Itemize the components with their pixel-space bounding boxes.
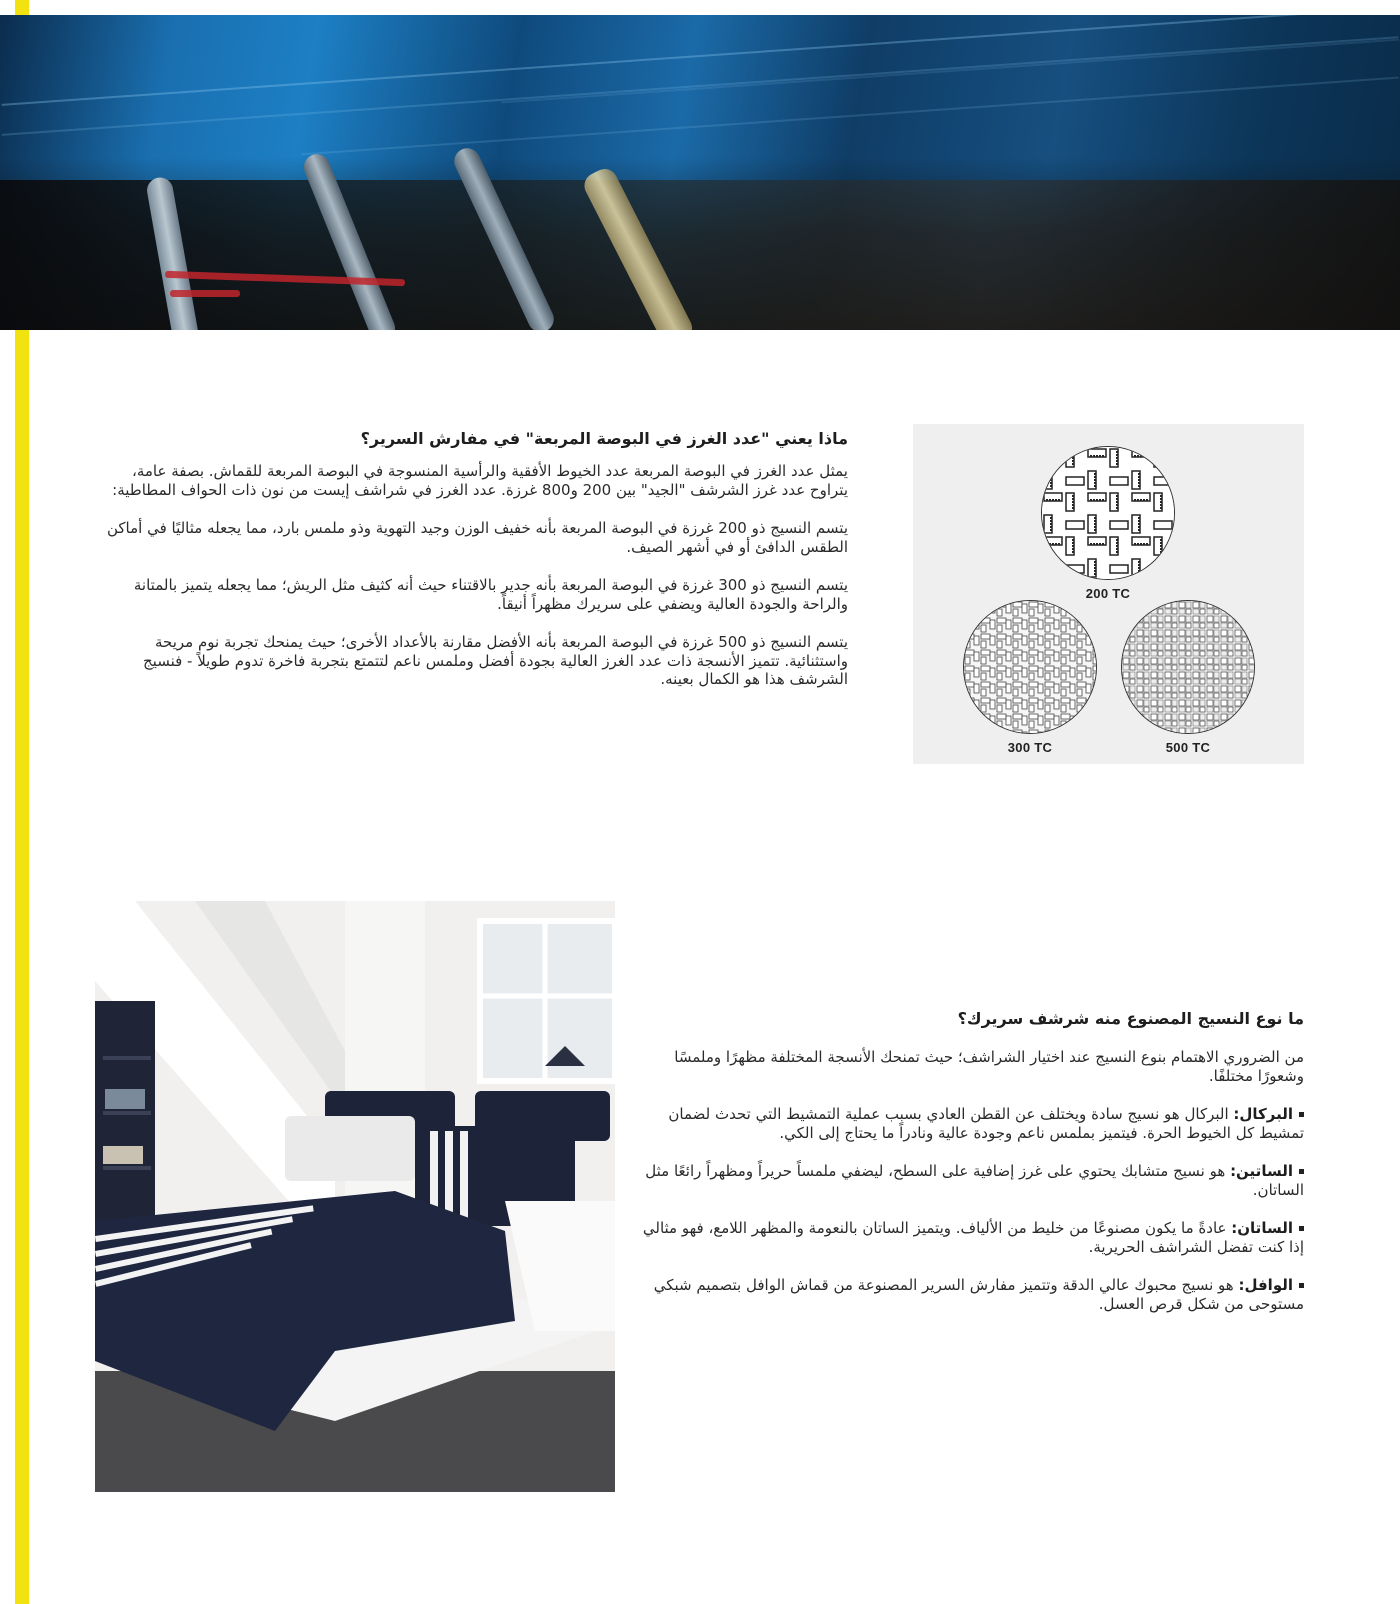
bullet-term: الوافل: [1238,1276,1293,1294]
bullet-satin [640,1219,1304,1256]
bullet-percale [640,1105,1304,1142]
bullet-text: هو نسيج محبوك عالي الدقة وتتميز مفارش السرير المصنوعة من قماش الوافل بتصميم شبكي مستوحى من شكل قرص العسل. [653,1276,1304,1313]
tc-500-item [1121,600,1255,755]
square-bullet-icon [1299,1283,1304,1288]
hero-loom-image [0,15,1400,330]
section-heading-fabric-type: ما نوع النسيج المصنوع منه شرشف سريرك؟ [957,1009,1304,1028]
fabric-type-section [640,1008,1304,1333]
weave-500tc-icon [1121,600,1255,734]
bullet-text: هو نسيج متشابك يحتوي على غرز إضافية على السطح، ليضفي ملمساً حريراً ومظهراً رائعًا مثل الساتان. [645,1162,1304,1199]
section-heading-thread-count: ماذا يعني "عدد الغرز في البوصة المربعة" في مفارش السرير؟ [360,429,848,448]
thread-count-figure [913,424,1304,764]
tc-label-300: 300 TC [1007,740,1053,755]
paragraph-300tc: يتسم النسيج ذو 300 غرزة في البوصة المربعة بأنه جدير بالاقتناء حيث أنه كثيف مثل الريش؛ مما يجعله يتميز بالمتانة والراحة والجودة العالية ويضفي على سريرك مظهراً أنيقاً. [133,576,848,613]
bullet-text: عادةً ما يكون مصنوعًا من خليط من الألياف. ويتميز الساتان بالنعومة والمظهر اللامع، فهو مثالي إذا كنت تفضل الشراشف الحريرية. [642,1219,1304,1256]
square-bullet-icon [1299,1112,1304,1117]
tc-300-item [963,600,1097,755]
thread-count-section [100,428,848,709]
square-bullet-icon [1299,1169,1304,1174]
tc-label-500: 500 TC [1165,740,1211,755]
tc-label-200: 200 TC [1085,586,1131,601]
paragraph-intro: يمثل عدد الغرز في البوصة المربعة عدد الخيوط الأفقية والرأسية المنسوجة في البوصة المربعة للقماش. بصفة عامة، يتراوح عدد غرز الشرشف "الجيد" بين 200 و800 غرزة. عدد الغرز في شراشف إيست من نون ذات الحواف المطاطية: [112,462,848,499]
bullet-term: الساتان: [1231,1219,1293,1237]
bullet-text: البركال هو نسيج سادة ويختلف عن القطن العادي بسبب عملية التمشيط التي تحدث لضمان تمشيط كل الخيوط الحرة. فيتميز بملمس ناعم وجودة عالية ونادراً ما يحتاج إلى الكي. [668,1105,1304,1142]
bullet-term: البركال: [1233,1105,1293,1123]
bullet-sateen [640,1162,1304,1199]
square-bullet-icon [1299,1226,1304,1231]
weave-300tc-icon [963,600,1097,734]
tc-200-item [1041,446,1175,601]
paragraph-200tc: يتسم النسيج ذو 200 غرزة في البوصة المربعة بأنه خفيف الوزن وجيد التهوية وذو ملمس بارد، مما يجعله مثاليًا في أماكن الطقس الدافئ أو في أشهر الصيف. [106,519,848,556]
bullet-waffle [640,1276,1304,1313]
bedroom-image [95,901,615,1492]
weave-200tc-icon [1041,446,1175,580]
paragraph-500tc: يتسم النسيج ذو 500 غرزة في البوصة المربعة بأنه الأفضل مقارنة بالأعداد الأخرى؛ حيث يمنحك تجربة نوم مريحة واستثنائية. تتميز الأنسجة ذات عدد الغرز العالية بجودة أفضل وملمس ناعم لتتمتع بتجربة فاخرة تدوم طويلاً - فنسيج الشرشف هذا هو الكمال بعينه. [142,633,848,688]
bullet-term: الساتين: [1230,1162,1293,1180]
paragraph-fabric-intro: من الضروري الاهتمام بنوع النسيج عند اختيار الشراشف؛ حيث تمنحك الأنسجة المختلفة مظهرًا وملمسًا وشعورًا مختلفًا. [674,1048,1304,1085]
